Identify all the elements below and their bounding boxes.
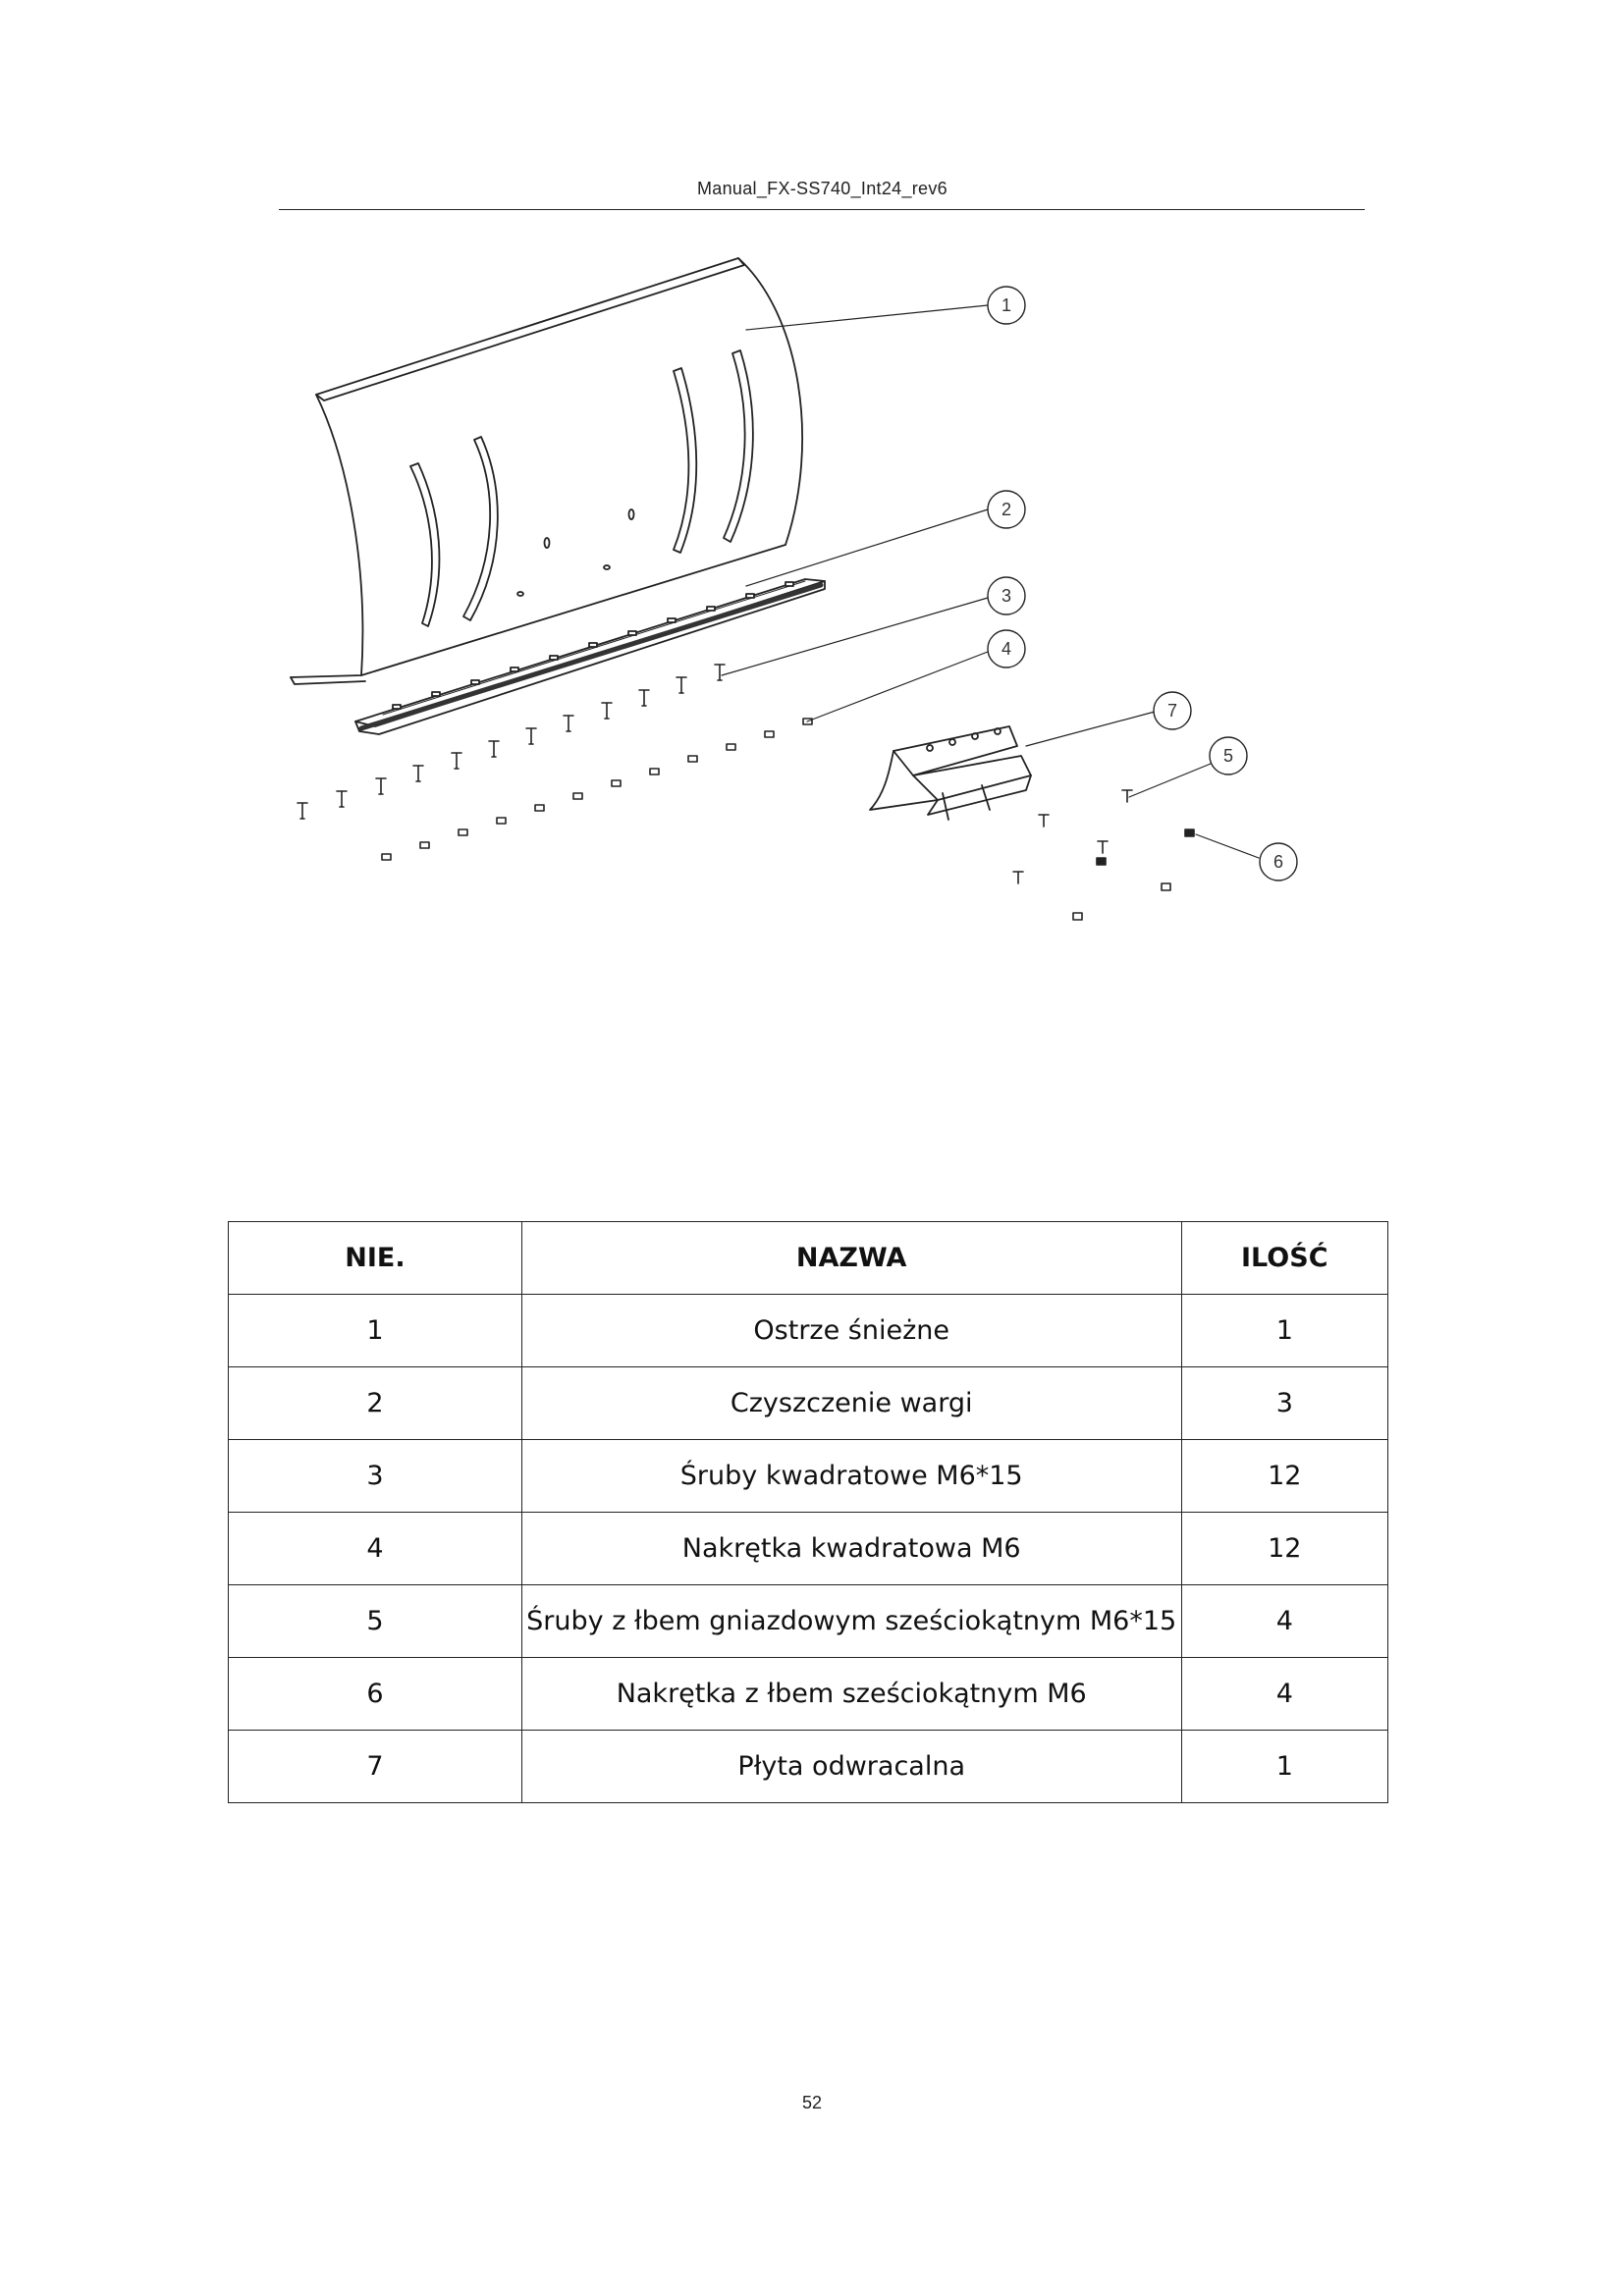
cell-number: 2 bbox=[229, 1367, 522, 1440]
cell-number: 7 bbox=[229, 1731, 522, 1803]
column-header-number: NIE. bbox=[229, 1222, 522, 1295]
cell-quantity: 1 bbox=[1181, 1731, 1387, 1803]
cell-quantity: 12 bbox=[1181, 1513, 1387, 1585]
callout-number-7: 7 bbox=[1166, 701, 1178, 721]
cell-number: 3 bbox=[229, 1440, 522, 1513]
cell-name: Śruby z łbem gniazdowym sześciokątnym M6*15 bbox=[521, 1585, 1181, 1658]
parts-list-table bbox=[228, 1221, 1388, 1803]
cell-name: Ostrze śnieżne bbox=[521, 1295, 1181, 1367]
callout-number-6: 6 bbox=[1272, 852, 1284, 872]
cell-number: 6 bbox=[229, 1658, 522, 1731]
cell-name: Płyta odwracalna bbox=[521, 1731, 1181, 1803]
page-number: 52 bbox=[801, 2093, 823, 2112]
reversible-plate-drawing bbox=[870, 726, 1031, 820]
column-header-name: NAZWA bbox=[521, 1222, 1181, 1295]
callout-number-1: 1 bbox=[1001, 295, 1012, 315]
cell-number: 5 bbox=[229, 1585, 522, 1658]
cell-quantity: 1 bbox=[1181, 1295, 1387, 1367]
cell-name: Nakrętka kwadratowa M6 bbox=[521, 1513, 1181, 1585]
table-row bbox=[229, 1658, 1388, 1731]
snow-blade-drawing bbox=[291, 258, 802, 684]
cell-number: 1 bbox=[229, 1295, 522, 1367]
column-header-quantity: ILOŚĆ bbox=[1181, 1222, 1387, 1295]
cleaning-lip-drawing bbox=[355, 579, 825, 734]
cell-name: Nakrętka z łbem sześciokątnym M6 bbox=[521, 1658, 1181, 1731]
table-row bbox=[229, 1585, 1388, 1658]
hex-bolts-and-nuts-drawing bbox=[1013, 790, 1194, 920]
table-row bbox=[229, 1440, 1388, 1513]
table-row bbox=[229, 1367, 1388, 1440]
cell-quantity: 4 bbox=[1181, 1585, 1387, 1658]
callout-number-5: 5 bbox=[1222, 746, 1234, 766]
exploded-parts-diagram bbox=[0, 0, 1624, 982]
square-nuts-drawing bbox=[382, 719, 812, 860]
document-header-title: Manual_FX-SS740_Int24_rev6 bbox=[697, 179, 947, 198]
cell-quantity: 12 bbox=[1181, 1440, 1387, 1513]
table-row bbox=[229, 1295, 1388, 1367]
callout-number-3: 3 bbox=[1001, 586, 1012, 606]
callout-number-4: 4 bbox=[1001, 639, 1012, 659]
cell-quantity: 4 bbox=[1181, 1658, 1387, 1731]
cell-number: 4 bbox=[229, 1513, 522, 1585]
table-row bbox=[229, 1513, 1388, 1585]
table-header-row bbox=[229, 1222, 1388, 1295]
square-bolts-drawing bbox=[298, 665, 725, 819]
cell-name: Czyszczenie wargi bbox=[521, 1367, 1181, 1440]
cell-name: Śruby kwadratowe M6*15 bbox=[521, 1440, 1181, 1513]
table-row bbox=[229, 1731, 1388, 1803]
cell-quantity: 3 bbox=[1181, 1367, 1387, 1440]
callout-number-2: 2 bbox=[1001, 500, 1012, 519]
